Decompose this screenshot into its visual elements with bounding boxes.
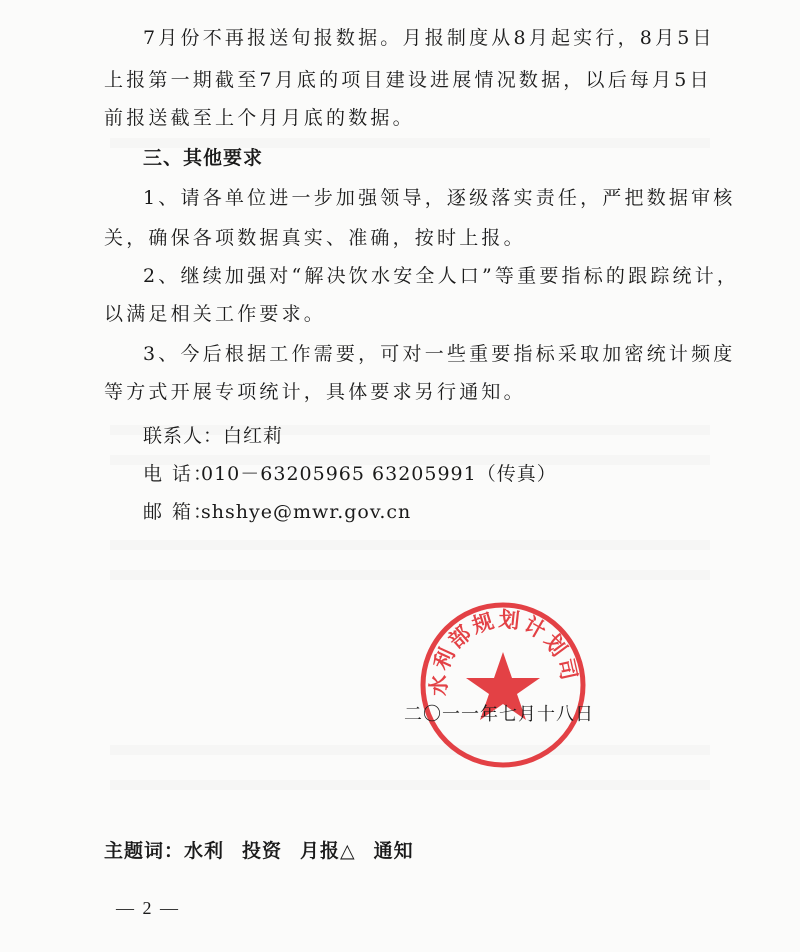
keyword: 投资	[242, 840, 283, 862]
official-seal-icon	[418, 600, 588, 770]
paragraph-line: 前报送截至上个月月底的数据。	[104, 107, 415, 129]
list-item-line: 3、今后根据工作需要，可对一些重要指标采取加密统计频度	[143, 343, 736, 365]
list-item-line: 1、请各单位进一步加强领导，逐级落实责任，严把数据审核	[143, 187, 736, 209]
phone-value: 010－63205965 63205991（传真）	[201, 463, 557, 485]
bleed-through-text	[110, 780, 710, 790]
contact-email	[143, 500, 743, 524]
phone-label: 电 话：	[143, 463, 215, 485]
keyword: 通知	[373, 840, 414, 862]
seal-text: 水利部规划计划司	[426, 607, 582, 697]
list-item-line: 等方式开展专项统计，具体要求另行通知。	[104, 381, 526, 403]
contact-person: 联系人：白红莉	[143, 425, 284, 447]
keyword: 月报△	[300, 840, 356, 862]
contact-phone	[143, 462, 743, 486]
bleed-through-text	[110, 745, 710, 755]
bleed-through-text	[110, 570, 710, 580]
list-item-line: 2、继续加强对“解决饮水安全人口”等重要指标的跟踪统计，	[143, 265, 740, 287]
email-label: 邮 箱：	[143, 501, 215, 523]
subject-keywords	[104, 836, 432, 863]
document-date: 二〇一一年七月十八日	[404, 704, 594, 725]
keywords-label: 主题词：	[104, 840, 185, 862]
section-heading: 三、其他要求	[143, 147, 264, 169]
paragraph-line: 7月份不再报送旬报数据。月报制度从8月起实行，8月5日	[143, 27, 715, 49]
bleed-through-text	[110, 540, 710, 550]
email-value: shshye@mwr.gov.cn	[201, 501, 412, 523]
keyword: 水利	[184, 840, 225, 862]
paragraph-line: 上报第一期截至7月底的项目建设进展情况数据，以后每月5日	[104, 69, 712, 91]
page-number: — 2 —	[116, 898, 180, 918]
list-item-line: 关，确保各项数据真实、准确，按时上报。	[104, 227, 526, 249]
list-item-line: 以满足相关工作要求。	[104, 303, 327, 325]
